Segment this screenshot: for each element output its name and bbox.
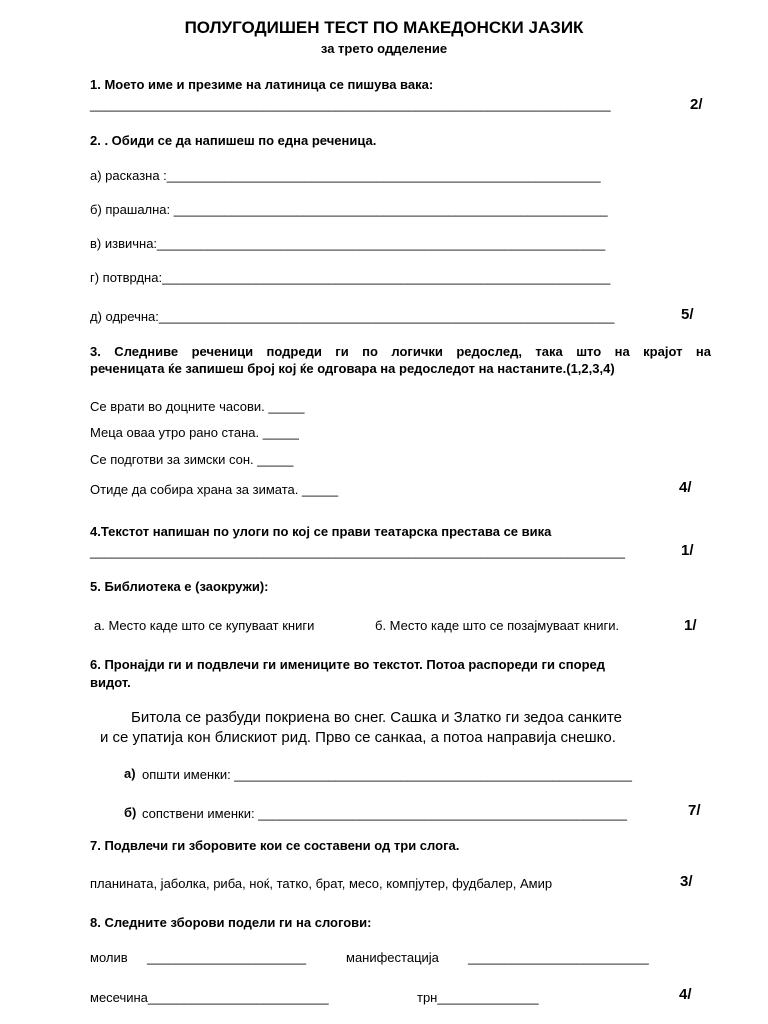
q8-word-molive-line[interactable]: ______________________	[147, 950, 307, 965]
q2-item-a[interactable]: а) расказна :____________________________________________________________	[90, 168, 601, 183]
q3-sentence-3[interactable]: Се подготви за зимски сон. _____	[90, 452, 294, 467]
q6-text-line2: и се упатија кон блискиот рид. Прво се санкаа, а потоа направија снешко.	[100, 729, 616, 746]
q7-question: 7. Подвлечи ги зборовите кои се составени од три слога.	[90, 838, 460, 853]
q5-score: 1/	[684, 617, 697, 634]
q3-sentence-2[interactable]: Меца оваа утро рано стана. _____	[90, 425, 299, 440]
page-subtitle: за трето одделение	[320, 41, 448, 56]
q8-word-molive: молив	[90, 950, 128, 965]
q6-b-label: б)	[124, 805, 137, 820]
q6-text-line1: Битола се разбуди покриена во снег. Сашка и Златко ги зедоа санките	[131, 709, 623, 726]
q3-question-line2: реченицата ќе запишеш број кој ќе одговара на редоследот на настаните.(1,2,3,4)	[90, 361, 615, 376]
q1-score: 2/	[690, 96, 703, 113]
page-title: ПОЛУГОДИШЕН ТЕСТ ПО МАКЕДОНСКИ ЈАЗИК	[184, 18, 584, 37]
q3-sentence-1[interactable]: Се врати во доцните часови. _____	[90, 399, 305, 414]
q8-question: 8. Следните зборови подели ги на слогови:	[90, 915, 372, 930]
q2-item-b[interactable]: б) прашална: ____________________________________________________________	[90, 202, 608, 217]
q6-proper-nouns-line[interactable]: сопствени именки: ___________________________________________________	[142, 806, 627, 821]
q8-word-manifestacija: манифестација	[346, 950, 439, 965]
q6-question-line2: видот.	[90, 675, 131, 690]
q7-score: 3/	[680, 873, 693, 890]
q1-answer-line[interactable]: ________________________________________________________________________	[90, 97, 611, 112]
q6-score: 7/	[688, 802, 701, 819]
q4-score: 1/	[681, 542, 694, 559]
q6-question-line1: 6. Пронајди ги и подвлечи ги имениците во текстот. Потоа распореди ги според	[90, 657, 605, 672]
q2-question: 2. . Обиди се да напишеш по една реченица.	[90, 133, 377, 148]
q1-question: 1. Моето име и презиме на латиница се пишува вака:	[90, 77, 434, 92]
q5-question: 5. Библиотека е (заокружи):	[90, 579, 269, 594]
q4-question: 4.Текстот напишан по улоги по кој се прави театарска престава се вика	[90, 524, 552, 539]
q5-option-a[interactable]: а. Место каде што се купуваат книги	[94, 618, 315, 633]
q8-word-manifestacija-line[interactable]: _________________________	[468, 950, 649, 965]
q3-score: 4/	[679, 479, 692, 496]
q8-word-trn[interactable]: трн______________	[417, 990, 539, 1005]
q7-words[interactable]: планината, јаболка, риба, ноќ, татко, брат, месо, компјутер, фудбалер, Амир	[90, 876, 553, 891]
q5-option-b[interactable]: б. Место каде што се позајмуваат книги.	[375, 618, 620, 633]
q2-item-d[interactable]: д) одречна:_______________________________________________________________	[90, 309, 615, 324]
q2-score: 5/	[681, 306, 694, 323]
q6-common-nouns-line[interactable]: општи именки: _______________________________________________________	[142, 767, 632, 782]
q8-score: 4/	[679, 986, 692, 1003]
q2-item-g[interactable]: г) потврдна:______________________________________________________________	[90, 270, 611, 285]
q2-item-v[interactable]: в) извична:______________________________________________________________	[90, 236, 606, 251]
q3-sentence-4[interactable]: Отиде да собира храна за зимата. _____	[90, 482, 339, 497]
q8-word-mesecina[interactable]: месечина_________________________	[90, 990, 329, 1005]
q3-question-line1: 3. Следниве реченици подреди ги по логички редослед, така што на крајот на	[90, 344, 711, 359]
q4-answer-line[interactable]: __________________________________________________________________________	[90, 544, 626, 559]
q6-a-label: а)	[124, 766, 136, 781]
